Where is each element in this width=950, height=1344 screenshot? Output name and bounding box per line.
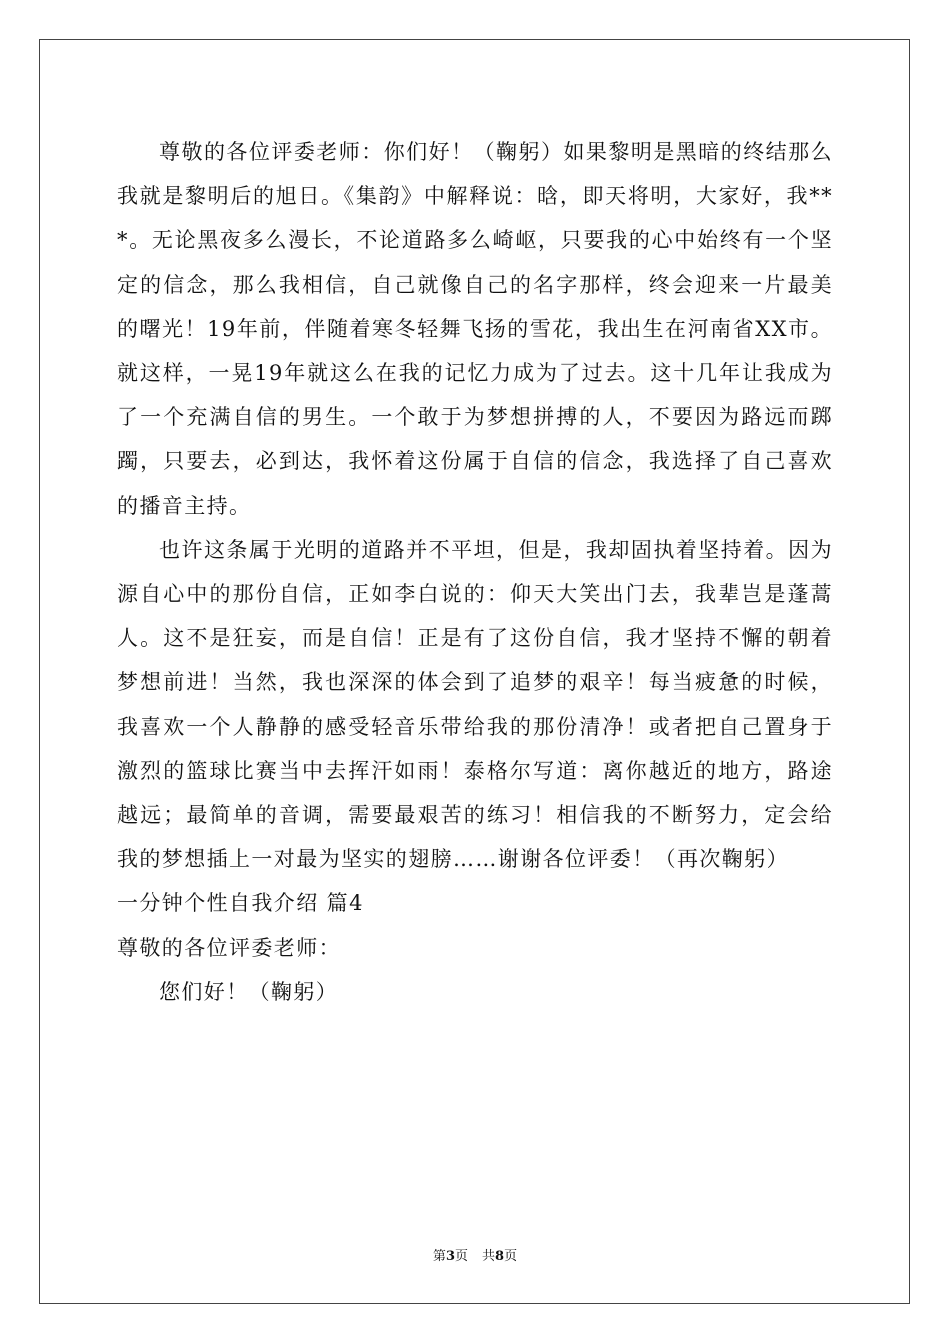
- salutation-line: 尊敬的各位评委老师：: [117, 935, 341, 960]
- section-heading: 一分钟个性自我介绍 篇4: [117, 891, 364, 916]
- page-footer: [0, 1248, 950, 1266]
- greeting-line: 您们好！（鞠躬）: [159, 979, 339, 1004]
- body-paragraph-1: 尊敬的各位评委老师：你们好！（鞠躬）如果黎明是黑暗的终结那么我就是黎明后的旭日。《集韵》中解释说：晗，即天将明，大家好，我***。无论黑夜多么漫长，不论道路多么崎岖，只要我的心中始终有一个坚定的信念，那么我相信，自己就像自己的名字那样，终会迎来一片最美的曙光！19年前，伴随着寒冬轻舞飞扬的雪花，我出生在河南省XX市。就这样，一晃19年就这么在我的记忆力成为了过去。这十几年让我成为了一个充满自信的男生。一个敢于为梦想拼搏的人，不要因为路远而踯躅，只要去，必到达，我怀着这份属于自信的信念，我选择了自己喜欢的播音主持。: [117, 140, 833, 518]
- page-suffix: 页: [454, 1249, 468, 1264]
- current-page-number: 3: [445, 1249, 455, 1264]
- page-prefix: 第: [432, 1249, 446, 1264]
- total-page-count: 8: [495, 1249, 505, 1264]
- document-body: [117, 130, 833, 1014]
- total-suffix: 页: [504, 1249, 518, 1264]
- total-prefix: 共: [482, 1249, 496, 1264]
- body-paragraph-2: 也许这条属于光明的道路并不平坦，但是，我却固执着坚持着。因为源自心中的那份自信，正如李白说的：仰天大笑出门去，我辈岂是蓬蒿人。这不是狂妄，而是自信！正是有了这份自信，我才坚持不懈的朝着梦想前进！当然，我也深深的体会到了追梦的艰辛！每当疲惫的时候，我喜欢一个人静静的感受轻音乐带给我的那份清净！或者把自己置身于激烈的篮球比赛当中去挥汗如雨！泰格尔写道：离你越近的地方，路途越远；最简单的音调，需要最艰苦的练习！相信我的不断努力，定会给我的梦想插上一对最为坚实的翅膀……谢谢各位评委！（再次鞠躬）: [117, 537, 833, 872]
